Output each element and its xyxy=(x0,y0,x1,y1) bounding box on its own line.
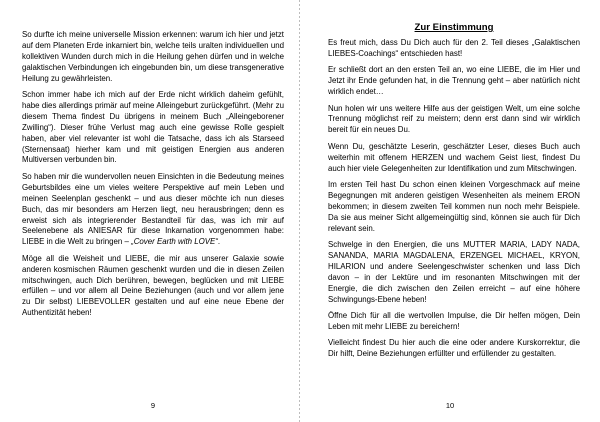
right-paragraph-2: Er schließt dort an den ersten Teil an, wo eine LIEBE, die im Hier und Jetzt ihr Ende gefunden hat, in die Trennung geht – aber natürlich nicht wirklich endet… xyxy=(328,65,580,97)
right-paragraph-8: Vielleicht findest Du hier auch die eine oder andere Kurskorrektur, die Dir hilft, Deine Beziehungen erfüllter und erfüllender zu gestalten. xyxy=(328,338,580,359)
right-paragraph-5: Im ersten Teil hast Du schon einen kleinen Vorgeschmack auf meine Begegnungen mit anderen geistigen Wesenheiten als meinem ERON bekommen; in diesem zweiten Teil kommen nun noch mehr Beispiele. Da sie aus meiner Sicht allgemeingültig sind, können sie auch für Dich relevant sein. xyxy=(328,179,580,233)
right-paragraph-1: Es freut mich, dass Du Dich auch für den 2. Teil dieses „Galaktischen LIEBES-Coachings“ entschieden hast! xyxy=(328,38,580,58)
left-paragraph-1: So durfte ich meine universelle Mission erkennen: warum ich hier und jetzt auf dem Planeten Erde inkarniert bin, welche teils uralten individuellen und kollektiven Wunden durch mich in die Heilung gehen dürfen und in welche galaktischen Verbindungen ich eingebunden bin, um diese transgenerative Heilung zu gewährleisten. xyxy=(22,30,284,83)
left-paragraph-2: Schon immer habe ich mich auf der Erde nicht wirklich daheim gefühlt, habe dies allerdings primär auf meine Alleingeburt zurückgeführt. (Mehr zu diesem Thema findest Du übrigens in meinem Buch „Alleingeborener Zwilling“). Dieser frühe Verlust mag auch eine gewisse Rolle gespielt haben, aber viel relevanter ist wohl die Tatsache, dass ich als Starseed (Sternensaat) hierher kam und mit geistigen Energien aus anderen Multiversen verbunden bin. xyxy=(22,90,284,165)
right-paragraph-3: Nun holen wir uns weitere Hilfe aus der geistigen Welt, um eine solche Trennung möglichst reif zu meistern; denn erst dann sind wir wirklich bereit für ein neues Du. xyxy=(328,103,580,135)
right-paragraph-6: Schwelge in den Energien, die uns MUTTER MARIA, LADY NADA, SANANDA, MARIA MAGDALENA, ERZENGEL MICHAEL, KRYON, HILARION und andere Seelengeschwister schenken und lass Dich davon – in der Lektüre und im resonanten Mitschwingen mit der Energie, die dich zwischen den Zeilen erreicht – auf eine höhere Schwingungs-Ebene heben! xyxy=(328,240,580,304)
left-paragraph-3-end: . xyxy=(217,237,221,247)
page-number-left: 9 xyxy=(150,401,156,410)
left-paragraph-3-quote: „Cover Earth with LOVE“ xyxy=(131,237,218,247)
right-page xyxy=(300,0,600,422)
left-paragraph-3-text: So haben mir die wundervollen neuen Einsichten in die Bedeutung meines Geburtsbildes eine um vieles weitere Perspektive auf mein Leben und meinen Seelenplan geschenkt – und aus dieser möchte ich nun dieses Buch, das mir besonders am Herzen liegt, neu herausbringen; denn es erweist sich als integrierender Bestandteil für das, was ich mir auf Seelenebene als ANIESAR für diese Inkarnation vorgenommen habe: LIEBE in die Welt zu bringen – xyxy=(22,171,284,247)
chapter-heading: Zur Einstimmung xyxy=(414,22,494,33)
left-paragraph-3 xyxy=(22,172,284,248)
right-paragraph-4: Wenn Du, geschätzte Leserin, geschätzter Leser, dieses Buch auch weiterhin mit offenem HERZEN und wachem Geist liest, findest Du auch hier viele Gelegenheiten zur Identifikation und zum Mitschwingen. xyxy=(328,141,580,173)
right-paragraph-7: Öffne Dich für all die wertvollen Impulse, die Dir helfen mögen, Dein Leben mit mehr LIEBE zu bereichern! xyxy=(328,310,580,331)
left-paragraph-4: Möge all die Weisheit und LIEBE, die mir aus unserer Galaxie sowie anderen kosmischen Räumen geschenkt wurden und die in diesen Zeilen mitschwingen, auch Dich berühren, bewegen, beglücken und mit LIEBE erfüllen – und vor allem all Deine Beziehungen (auch und vor allem jene zu Dir selbst) LIEBEVOLLER gestalten und auf eine neue Ebene der Authentizität heben! xyxy=(22,253,284,318)
page-number-right: 10 xyxy=(445,401,455,410)
